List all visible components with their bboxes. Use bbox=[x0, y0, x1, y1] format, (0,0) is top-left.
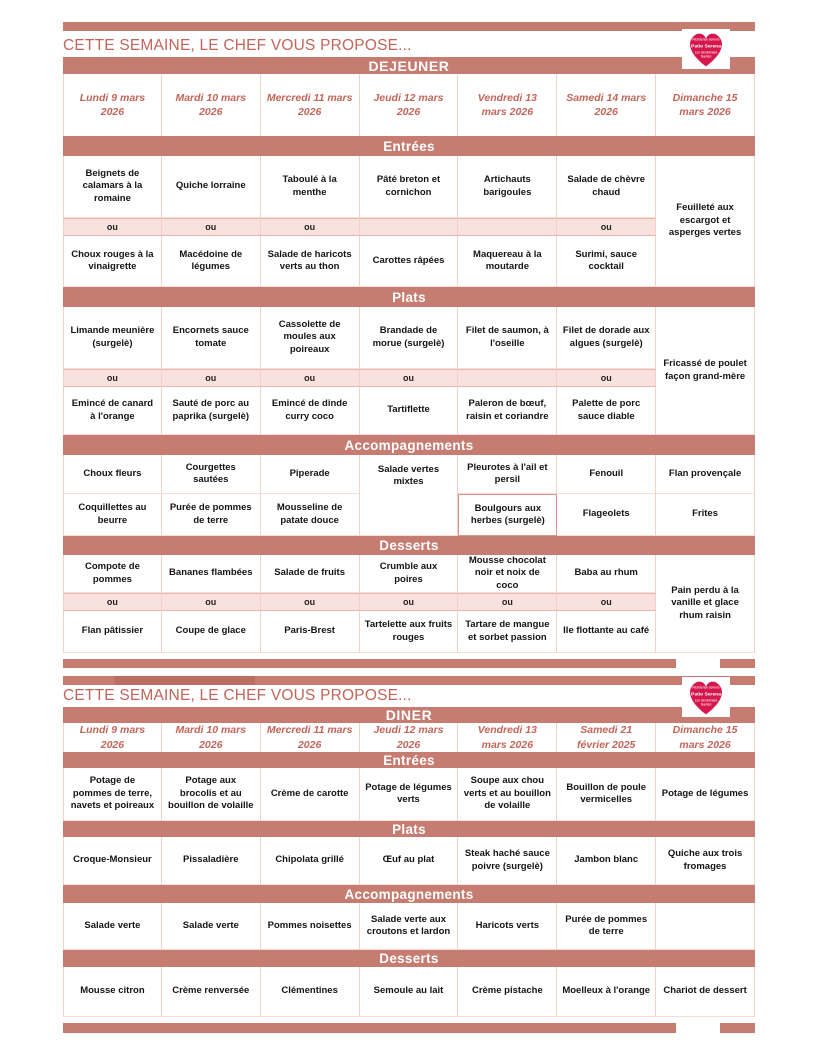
menu-item-cell: Purée de pommes de terre bbox=[162, 494, 261, 536]
menu-item-cell: Brandade de morue (surgelè) bbox=[360, 307, 459, 369]
section-band-lunch-3: Desserts bbox=[63, 536, 755, 555]
bar-segment bbox=[720, 659, 755, 668]
menu-item-cell: Cassolette de moules aux poireaux bbox=[261, 307, 360, 369]
bar-segment bbox=[63, 1023, 676, 1033]
ou-separator-cell bbox=[360, 218, 459, 236]
section-grid-dinner-3 bbox=[63, 967, 755, 1017]
menu-item-cell: Tartare de mangue et sorbet passion bbox=[458, 611, 557, 653]
menu-item-cell: Potage aux brocolis et au bouillon de volaille bbox=[162, 768, 261, 821]
menu-item-cell: Baba au rhum bbox=[557, 555, 656, 593]
ou-separator-cell: ou bbox=[63, 593, 162, 611]
menu-item-cell: Crème renversée bbox=[162, 967, 261, 1017]
menu-item-cell: Fenouil bbox=[557, 455, 656, 494]
decorative-bar-bottom bbox=[63, 1023, 755, 1033]
day-header-lunch-5: Samedi 14 mars 2026 bbox=[557, 74, 656, 136]
bar-gap bbox=[676, 1023, 720, 1033]
menu-item-cell: Emincé de dinde curry coco bbox=[261, 387, 360, 435]
menu-item-cell: Maquereau à la moutarde bbox=[458, 236, 557, 287]
day-header-row-dinner bbox=[63, 723, 755, 752]
menu-item-cell: Emincé de canard à l'orange bbox=[63, 387, 162, 435]
day-header-dinner-5: Samedi 21 février 2025 bbox=[557, 723, 656, 752]
menu-item-cell: Ile flottante au café bbox=[557, 611, 656, 653]
menu-item-cell: Salade de chèvre chaud bbox=[557, 156, 656, 218]
menu-item-cell: Pleurotes à l'ail et persil bbox=[458, 455, 557, 494]
section-grid-dinner-1 bbox=[63, 837, 755, 885]
ou-separator-cell: ou bbox=[261, 369, 360, 387]
section-grid-dinner-0 bbox=[63, 768, 755, 821]
day-header-dinner-2: Mercredi 11 mars 2026 bbox=[261, 723, 360, 752]
menu-item-cell: Flan provençale bbox=[656, 455, 755, 494]
menu-item-cell: Bananes flambées bbox=[162, 555, 261, 593]
meal-band-diner: DINER bbox=[63, 707, 755, 723]
menu-item-cell: Encornets sauce tomate bbox=[162, 307, 261, 369]
ou-separator-cell bbox=[458, 369, 557, 387]
menu-item-cell: Mousse chocolat noir et noix de coco bbox=[458, 555, 557, 593]
page-title-dinner: CETTE SEMAINE, LE CHEF VOUS PROPOSE... bbox=[63, 687, 412, 704]
logo-subline1: Les Senioriales bbox=[694, 50, 718, 55]
patio-serena-logo bbox=[682, 677, 730, 717]
heart-icon bbox=[685, 30, 727, 68]
day-header-lunch-2: Mercredi 11 mars 2026 bbox=[261, 74, 360, 136]
menu-item-cell: Salade de haricots verts au thon bbox=[261, 236, 360, 287]
logo-subline2: Nantes bbox=[700, 702, 712, 707]
dinner-sections bbox=[63, 752, 755, 1017]
decorative-bar-separator bbox=[63, 659, 755, 668]
menu-item-cell: Haricots verts bbox=[458, 903, 557, 950]
menu-item-cell: Potage de légumes verts bbox=[360, 768, 459, 821]
menu-item-cell: Carottes râpées bbox=[360, 236, 459, 287]
ou-separator-cell: ou bbox=[458, 593, 557, 611]
menu-item-cell: Compote de pommes bbox=[63, 555, 162, 593]
menu-item-cell: Clémentines bbox=[261, 967, 360, 1017]
menu-item-cell: Piperade bbox=[261, 455, 360, 494]
bar-gap bbox=[676, 659, 720, 668]
menu-item-cell: Jambon blanc bbox=[557, 837, 656, 885]
menu-item-cell bbox=[656, 903, 755, 950]
menu-item-cell: Fricassé de poulet façon grand-mère bbox=[656, 307, 755, 435]
ou-separator-cell: ou bbox=[261, 593, 360, 611]
menu-item-cell: Beignets de calamars à la romaine bbox=[63, 156, 162, 218]
menu-item-cell: Croque-Monsieur bbox=[63, 837, 162, 885]
menu-item-cell: Limande meunière (surgelè) bbox=[63, 307, 162, 369]
ou-separator-cell: ou bbox=[557, 593, 656, 611]
menu-item-cell: Filet de dorade aux algues (surgelè) bbox=[557, 307, 656, 369]
logo-subline2: Nantes bbox=[700, 54, 712, 59]
menu-item-cell: Mousse citron bbox=[63, 967, 162, 1017]
menu-item-cell: Salade vertes mixtes bbox=[360, 455, 459, 536]
menu-item-cell: Bouillon de poule vermicelles bbox=[557, 768, 656, 821]
ou-separator-cell: ou bbox=[360, 593, 459, 611]
logo-name: Patio Serena bbox=[691, 44, 721, 50]
bar-segment bbox=[63, 659, 676, 668]
day-header-lunch-1: Mardi 10 mars 2026 bbox=[162, 74, 261, 136]
day-header-lunch-0: Lundi 9 mars 2026 bbox=[63, 74, 162, 136]
logo-name: Patio Serena bbox=[691, 692, 721, 698]
day-header-lunch-3: Jeudi 12 mars 2026 bbox=[360, 74, 459, 136]
ou-separator-cell: ou bbox=[63, 369, 162, 387]
day-header-dinner-4: Vendredi 13 mars 2026 bbox=[458, 723, 557, 752]
meal-band-dejeuner: DEJEUNER bbox=[63, 57, 755, 74]
section-band-lunch-0: Entrées bbox=[63, 136, 755, 156]
menu-item-cell: Feuilleté aux escargot et asperges vertes bbox=[656, 156, 755, 287]
menu-item-cell: Purée de pommes de terre bbox=[557, 903, 656, 950]
menu-item-cell: Artichauts barigoules bbox=[458, 156, 557, 218]
day-header-row-lunch bbox=[63, 74, 755, 136]
menu-item-cell: Courgettes sautées bbox=[162, 455, 261, 494]
ou-separator-cell: ou bbox=[162, 369, 261, 387]
section-grid-lunch-0 bbox=[63, 156, 755, 287]
day-header-dinner-1: Mardi 10 mars 2026 bbox=[162, 723, 261, 752]
lunch-sections bbox=[63, 136, 755, 653]
heart-icon bbox=[685, 678, 727, 716]
menu-item-cell: Sauté de porc au paprika (surgelè) bbox=[162, 387, 261, 435]
section-band-dinner-1: Plats bbox=[63, 821, 755, 837]
section-band-dinner-3: Desserts bbox=[63, 950, 755, 967]
day-header-lunch-4: Vendredi 13 mars 2026 bbox=[458, 74, 557, 136]
bar-dark-segment bbox=[115, 676, 255, 685]
section-band-lunch-2: Accompagnements bbox=[63, 435, 755, 455]
menu-item-cell: Boulgours aux herbes (surgelè) bbox=[458, 494, 557, 536]
menu-item-cell: Flageolets bbox=[557, 494, 656, 536]
menu-item-cell: Soupe aux chou verts et au bouillon de volaille bbox=[458, 768, 557, 821]
ou-separator-cell: ou bbox=[261, 218, 360, 236]
section-band-dinner-0: Entrées bbox=[63, 752, 755, 768]
menu-item-cell: Crème pistache bbox=[458, 967, 557, 1017]
decorative-bar-dinner-top bbox=[63, 676, 755, 685]
day-header-dinner-0: Lundi 9 mars 2026 bbox=[63, 723, 162, 752]
menu-item-cell: Coquillettes au beurre bbox=[63, 494, 162, 536]
section-grid-lunch-1 bbox=[63, 307, 755, 435]
menu-item-cell: Filet de saumon, à l'oseille bbox=[458, 307, 557, 369]
page-title-lunch: CETTE SEMAINE, LE CHEF VOUS PROPOSE... bbox=[63, 37, 412, 54]
menu-item-cell: Paleron de bœuf, raisin et coriandre bbox=[458, 387, 557, 435]
ou-separator-cell: ou bbox=[360, 369, 459, 387]
menu-item-cell: Salade de fruits bbox=[261, 555, 360, 593]
section-grid-lunch-3 bbox=[63, 555, 755, 653]
ou-separator-cell: ou bbox=[63, 218, 162, 236]
menu-item-cell: Crumble aux poires bbox=[360, 555, 459, 593]
menu-item-cell: Steak haché sauce poivre (surgelè) bbox=[458, 837, 557, 885]
menu-item-cell: Choux fleurs bbox=[63, 455, 162, 494]
section-grid-dinner-2 bbox=[63, 903, 755, 950]
logo-subline1: Les Senioriales bbox=[694, 698, 718, 703]
menu-item-cell: Coupe de glace bbox=[162, 611, 261, 653]
menu-document bbox=[63, 22, 755, 1033]
logo-tagline: Résidence seniors bbox=[692, 685, 720, 690]
menu-item-cell: Paris-Brest bbox=[261, 611, 360, 653]
menu-item-cell: Pain perdu à la vanille et glace rhum raisin bbox=[656, 555, 755, 653]
menu-item-cell: Moelleux à l'orange bbox=[557, 967, 656, 1017]
day-header-dinner-3: Jeudi 12 mars 2026 bbox=[360, 723, 459, 752]
menu-item-cell: Semoule au lait bbox=[360, 967, 459, 1017]
decorative-bar-top bbox=[63, 22, 755, 31]
menu-item-cell: Tartelette aux fruits rouges bbox=[360, 611, 459, 653]
menu-item-cell: Crème de carotte bbox=[261, 768, 360, 821]
menu-item-cell: Quiche lorraine bbox=[162, 156, 261, 218]
menu-item-cell: Taboulé à la menthe bbox=[261, 156, 360, 218]
menu-item-cell: Pissaladière bbox=[162, 837, 261, 885]
menu-item-cell: Salade verte bbox=[63, 903, 162, 950]
menu-item-cell: Flan pâtissier bbox=[63, 611, 162, 653]
section-band-dinner-2: Accompagnements bbox=[63, 885, 755, 903]
day-header-dinner-6: Dimanche 15 mars 2026 bbox=[656, 723, 755, 752]
bar-segment bbox=[720, 1023, 755, 1033]
menu-item-cell: Potage de légumes bbox=[656, 768, 755, 821]
menu-item-cell: Salade verte bbox=[162, 903, 261, 950]
menu-item-cell: Œuf au plat bbox=[360, 837, 459, 885]
menu-item-cell: Frites bbox=[656, 494, 755, 536]
ou-separator-cell: ou bbox=[557, 369, 656, 387]
logo-tagline: Résidence seniors bbox=[692, 37, 720, 42]
menu-item-cell: Palette de porc sauce diable bbox=[557, 387, 656, 435]
menu-item-cell: Pâté breton et cornichon bbox=[360, 156, 459, 218]
ou-separator-cell: ou bbox=[162, 593, 261, 611]
patio-serena-logo bbox=[682, 29, 730, 69]
menu-item-cell: Chipolata grillé bbox=[261, 837, 360, 885]
menu-item-cell: Surimi, sauce cocktail bbox=[557, 236, 656, 287]
menu-item-cell: Tartiflette bbox=[360, 387, 459, 435]
section-grid-lunch-2 bbox=[63, 455, 755, 536]
menu-item-cell: Salade verte aux croutons et lardon bbox=[360, 903, 459, 950]
day-header-lunch-6: Dimanche 15 mars 2026 bbox=[656, 74, 755, 136]
menu-item-cell: Quiche aux trois fromages bbox=[656, 837, 755, 885]
menu-item-cell: Mousseline de patate douce bbox=[261, 494, 360, 536]
menu-item-cell: Potage de pommes de terre, navets et poireaux bbox=[63, 768, 162, 821]
menu-item-cell: Pommes noisettes bbox=[261, 903, 360, 950]
ou-separator-cell: ou bbox=[162, 218, 261, 236]
menu-item-cell: Macédoine de légumes bbox=[162, 236, 261, 287]
ou-separator-cell: ou bbox=[557, 218, 656, 236]
ou-separator-cell bbox=[458, 218, 557, 236]
menu-item-cell: Choux rouges à la vinaigrette bbox=[63, 236, 162, 287]
menu-item-cell: Chariot de dessert bbox=[656, 967, 755, 1017]
section-band-lunch-1: Plats bbox=[63, 287, 755, 307]
